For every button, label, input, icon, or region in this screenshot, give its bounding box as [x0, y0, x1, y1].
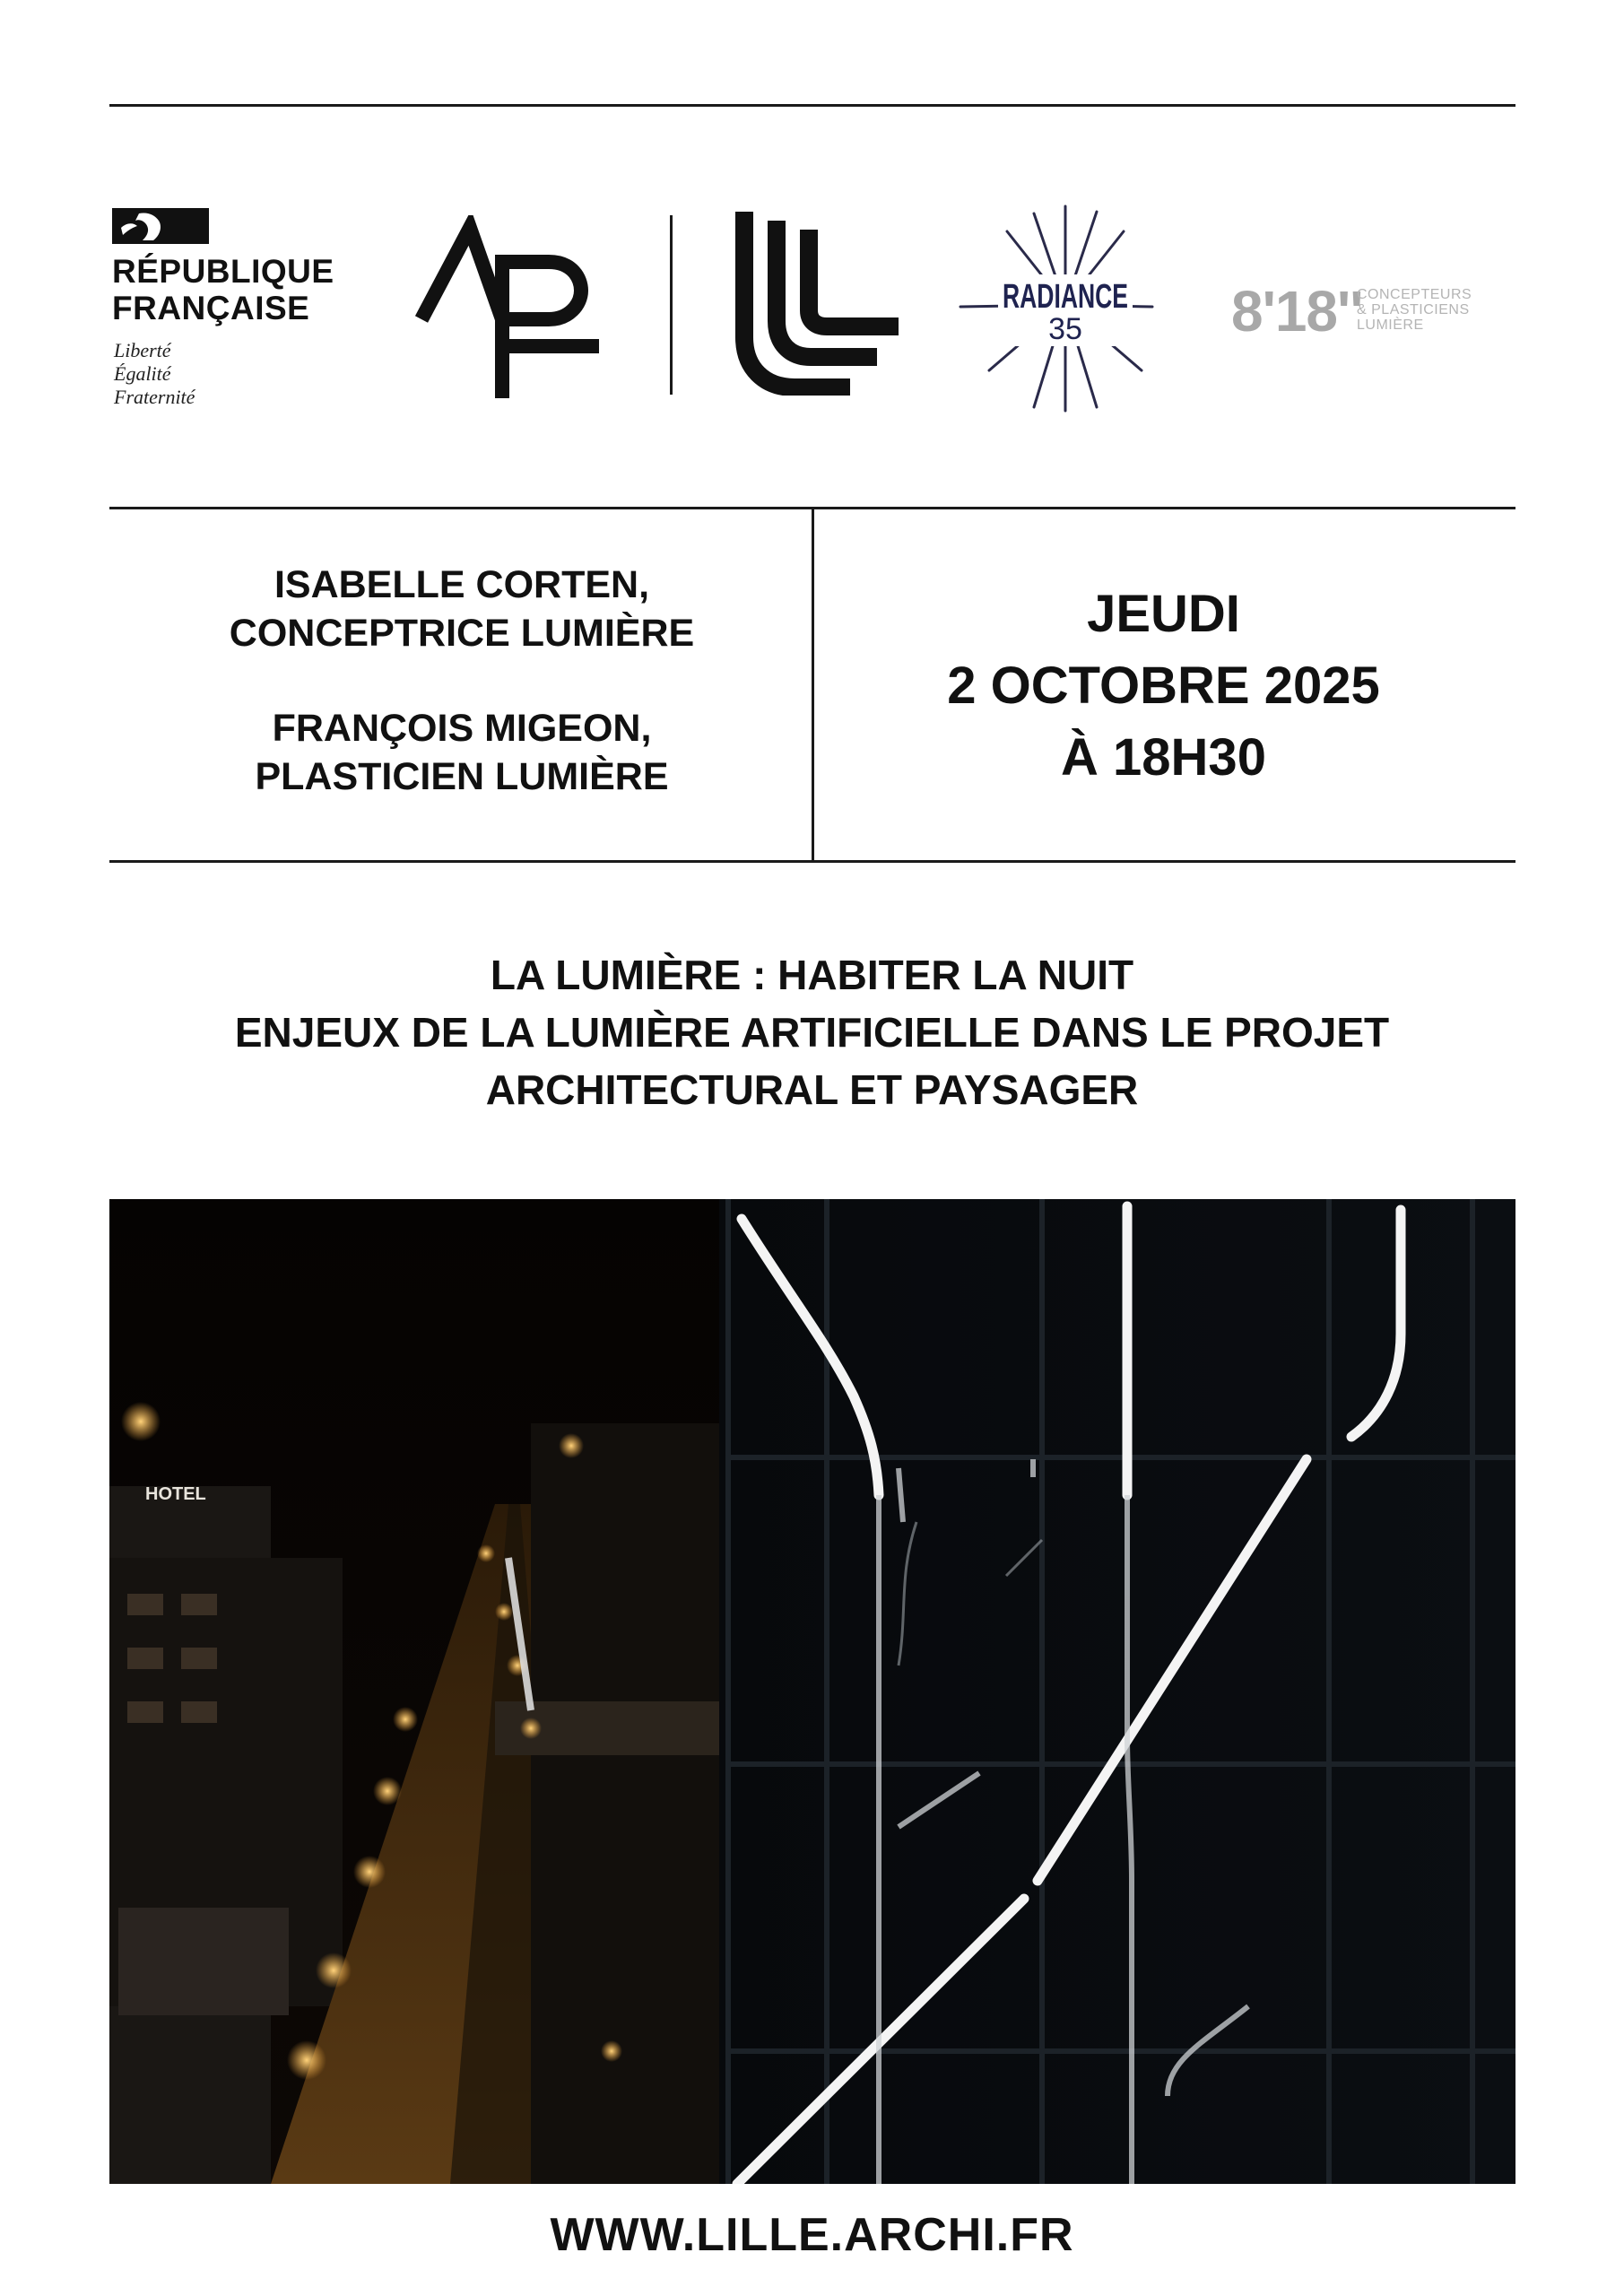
speaker2-name: FRANÇOIS MIGEON,	[272, 707, 652, 750]
ap-school-logo	[414, 215, 603, 399]
republique-name: RÉPUBLIQUE FRANÇAISE	[112, 253, 334, 326]
speaker1-role: CONCEPTRICE LUMIÈRE	[229, 612, 695, 655]
event-time: À 18H30	[1061, 728, 1266, 787]
event-date-block	[812, 578, 1515, 794]
lecture-title	[90, 946, 1534, 1118]
info-bottom-rule	[109, 860, 1515, 863]
lille-lll-logo	[734, 212, 904, 396]
top-rule	[109, 104, 1515, 107]
republique-francaise-logo	[112, 208, 381, 414]
website-url[interactable]: WWW.LILLE.ARCHI.FR	[550, 2209, 1074, 2261]
event-day: JEUDI	[1087, 585, 1240, 643]
818-mark: 8'18''	[1231, 279, 1363, 344]
night-city-photo	[109, 1199, 1515, 2184]
event-date: 2 OCTOBRE 2025	[947, 657, 1380, 715]
night-scene-illustration	[109, 1199, 1515, 2184]
title-line-1: LA LUMIÈRE : HABITER LA NUIT	[490, 952, 1134, 998]
radiance-35-logo	[953, 196, 1177, 415]
radiance-number: 35	[1048, 312, 1082, 346]
marianne-flag-icon	[112, 208, 209, 244]
hotel-sign: HOTEL	[145, 1484, 206, 1504]
speaker1-name: ISABELLE CORTEN,	[274, 563, 650, 606]
logo-divider	[670, 215, 673, 395]
818-tagline: CONCEPTEURS & PLASTICIENS LUMIÈRE	[1357, 287, 1472, 333]
radiance-word: RADIANCE	[1003, 278, 1128, 316]
title-line-2: ENJEUX DE LA LUMIÈRE ARTIFICIELLE DANS LE PROJET	[234, 1009, 1390, 1056]
concepteurs-818-logo	[1231, 278, 1527, 350]
title-line-3: ARCHITECTURAL ET PAYSAGER	[485, 1066, 1139, 1113]
speaker2-role: PLASTICIEN LUMIÈRE	[255, 755, 669, 798]
speakers-block	[112, 561, 812, 801]
republique-motto: Liberté Égalité Fraternité	[114, 339, 195, 408]
